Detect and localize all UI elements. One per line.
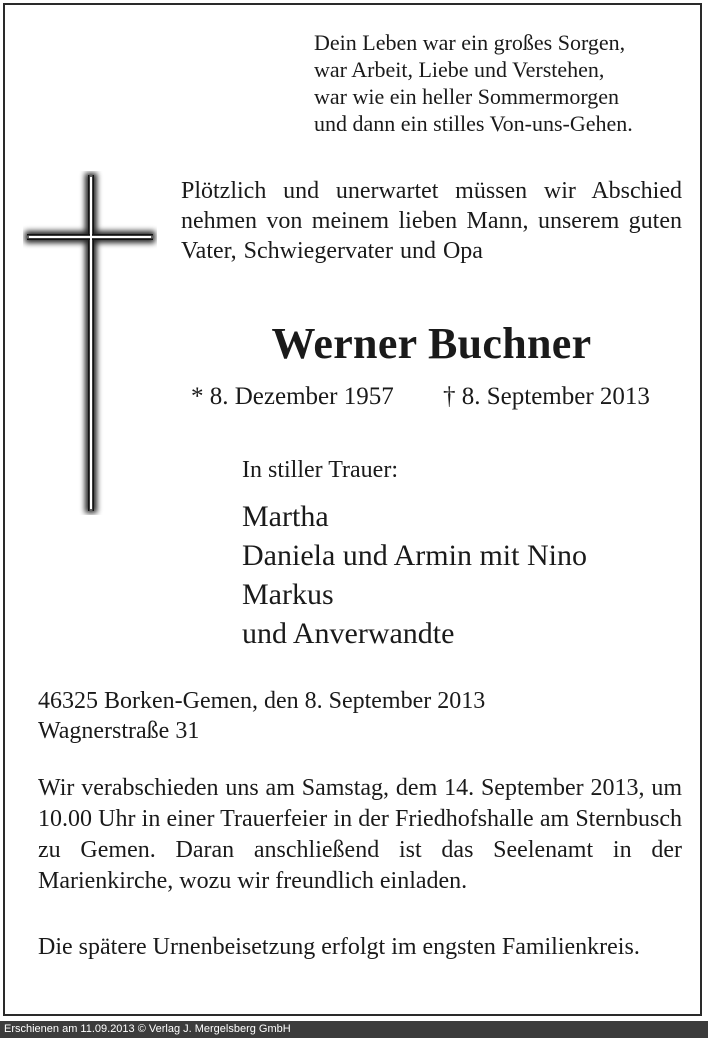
service-text: Wir verabschieden uns am Samstag, dem 14. September 2013, um 10.00 Uhr in einer Trauerfeier in der Friedhofshalle am Sternbusch zu Gemen. Daran anschließend ist das Seelenamt in der Marienkirche, wozu wir freundlich einladen.	[38, 775, 682, 894]
poem	[314, 29, 633, 137]
poem-line-2: war Arbeit, Liebe und Verstehen,	[314, 57, 605, 82]
mourner-name: Daniela und Armin mit Nino	[242, 539, 587, 572]
mourners-list	[242, 497, 587, 653]
urn-burial-text: Die spätere Urnenbeisetzung erfolgt im engsten Familienkreis.	[38, 934, 640, 960]
publication-footer: Erschienen am 11.09.2013 © Verlag J. Mergelsberg GmbH	[0, 1021, 708, 1038]
place-and-date: 46325 Borken-Gemen, den 8. September 2013	[38, 688, 486, 714]
poem-line-4: und dann ein stilles Von-uns-Gehen.	[314, 111, 633, 136]
mourner-name: und Anverwandte	[242, 617, 455, 650]
obituary-frame	[3, 3, 702, 1016]
mourning-label: In stiller Trauer:	[242, 457, 398, 483]
death-date: † 8. September 2013	[443, 383, 650, 410]
latin-cross-icon	[23, 171, 157, 515]
mourner-name: Markus	[242, 578, 334, 611]
address-block	[38, 686, 485, 746]
poem-line-3: war wie ein heller Sommermorgen	[314, 84, 620, 109]
poem-line-1: Dein Leben war ein großes Sorgen,	[314, 30, 626, 55]
birth-date: * 8. Dezember 1957	[191, 383, 394, 410]
intro-text: Plötzlich und unerwartet müssen wir Abschied nehmen von meinem lieben Mann, unserem guten Vater, Schwiegervater und Opa	[181, 178, 682, 264]
deceased-name: Werner Buchner	[271, 319, 592, 368]
mourner-name: Martha	[242, 500, 329, 533]
street-address: Wagnerstraße 31	[38, 718, 200, 744]
